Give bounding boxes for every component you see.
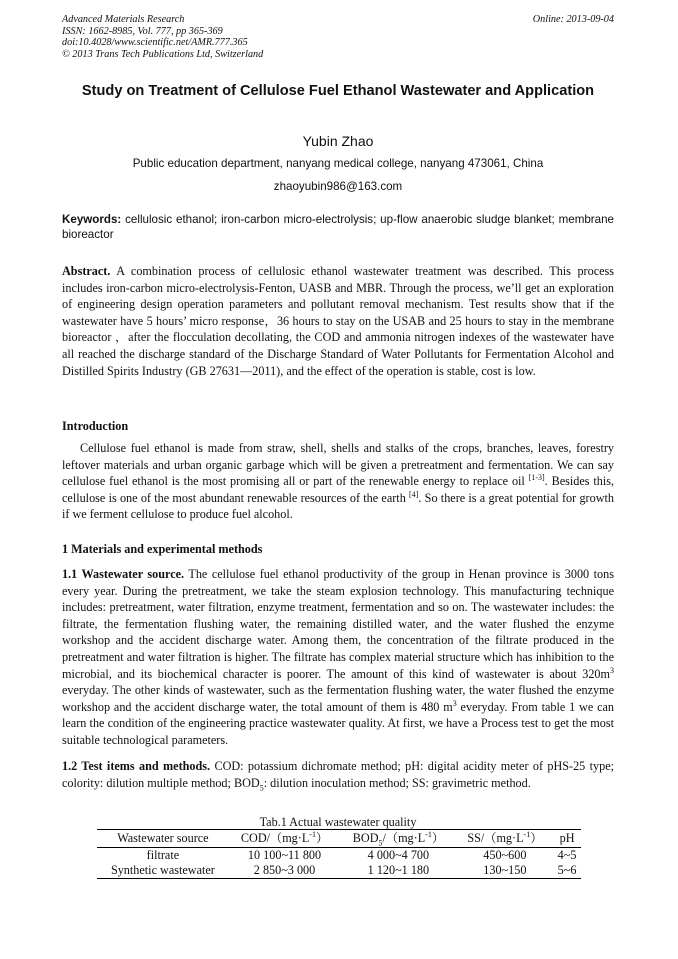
cell-bod: 4 000~4 700 [367,848,430,862]
header-ss: $SS/(mg\cdot L^{-1})$ [457,830,554,848]
abstract-text: A combination process of cellulosic ethanol wastewater treatment was described. This process includes iron-carbon micro-electrolysis-Fenton, UASB and MBR. Through the process, we’ll get an exploration of engineering design operation parameters and pollutant removal mechanism. Test results show that if the wastewater have 5 hours’ micro response，36 hours to stay on the USAB and 25 hours to stay in the membrane bioreactor ，after the flocculation decollating, the COD and ammonia nitrogen indexes of the wastewater have all reached the discharge standard of the Discharge Standard of Water Pollutants for Fermentation Alcohol and Distilled Spirits Industry (GB 27631—2011), and the effect of the operation is stable, cost is low. [62,264,614,378]
abstract-block [62,263,614,379]
author-affiliation: Public education department, nanyang medical college, nanyang 473061, China [132,157,544,170]
ws-superscript: 3 [610,665,614,675]
header-bod: $BOD_5/(mg\cdot L^{-1})$ [340,830,456,848]
citation-ref[interactable]: [4] [409,489,419,499]
ti-text-2: : dilution inoculation method; SS: gravimetric method. [263,775,531,790]
journal-name: Advanced Materials Research [62,14,185,25]
table-row [97,848,581,864]
ti-text-1: COD: potassium dichromate method; pH: digital acidity meter of pHS-25 type; colority: dilution multiple method; BOD [62,759,614,790]
cell-ss: 450~600 [483,848,527,862]
header-cod: COD/$(mg\cdot L^{-1})$ [229,830,340,848]
wastewater-source-paragraph [62,566,614,749]
test-items-label: 1.2 Test items and methods. [62,759,211,773]
cell-ph: 4~5 [557,848,577,862]
ws-text-3: everyday. From table 1 we can learn the condition of the engineering practice wastewater quality. At first, we have a Process test to get the most suitable technological parameters. [62,699,614,747]
online-date: Online: 2013-09-04 [532,14,614,25]
abstract-label: Abstract. [62,264,111,278]
issn-line: ISSN: 1662-8985, Vol. 777, pp 365-369 [62,25,223,37]
header-ph: pH [553,830,581,848]
ws-superscript: 3 [452,698,457,708]
cell-cod: 10 100~11 800 [247,848,322,862]
journal-meta [62,14,614,60]
cell-source: filtrate [146,848,180,862]
citation-ref[interactable]: [1-3] [528,473,545,483]
ws-text-1: The cellulose fuel ethanol productivity of the group in Henan province is 3000 tons every year. During the pretreatment, we take the steam explosion technology. This manufacturing technique includes: pretreatment, water filtration, enzyme treatment, fermentation and so on. The wastewater includes: the filtrate, the fermentation flushing water, the remaining distilled water, and the water flushed the enzyme workshop and the accident discharge water. Among them, the concentration of the filtrate produced in the pretreatment and water filtration is higher. The filtrate has complex material structure which has inhibition to the microbial, and its biochemical character is poorer. The amount of this kind of wastewater is about 320m [62,567,614,681]
copyright-line: © 2013 Trans Tech Publications Ltd, Switzerland [62,48,264,60]
keywords-label: Keywords: [62,213,122,226]
header-source: Wastewater source [97,830,229,848]
cell-bod: 1 120~1 180 [340,863,456,879]
author-email[interactable]: zhaoyubin986@163.com [273,180,403,193]
cell-ss: 130~150 [457,863,554,879]
table-caption: Tab.1 Actual wastewater quality [259,815,417,829]
cell-source: Synthetic wastewater [97,863,229,879]
cell-ph: 5~6 [553,863,581,879]
intro-text-2: . Besides this, cellulose is one of the most abundant renewable resources of the earth [62,474,614,505]
methods-heading: 1 Materials and experimental methods [62,542,263,556]
introduction-paragraph [62,440,614,523]
keywords-text: cellulosic ethanol; iron-carbon micro-electrolysis; up-flow anaerobic sludge blanket; membrane bioreactor [62,213,614,241]
intro-text-3: . So there is a great potential for growth if we ferment cellulose to produce fuel alcohol. [62,490,614,522]
table-row [97,863,581,879]
test-items-paragraph [62,758,614,791]
ti-subscript: 5 [259,783,264,793]
wastewater-source-label: 1.1 Wastewater source. [62,567,185,581]
intro-text-1: Cellulose fuel ethanol is made from straw, shell, shells and stalks of the crops, branches, leaves, forestry leftover materials and urban organic garbage which will be given a pretreatment and fermentation. We can say cellulose fuel ethanol is the most promising all or part of the renewable energy to replace oil [62,441,614,489]
cell-cod: 2 850~3 000 [229,863,340,879]
introduction-heading: Introduction [62,419,129,433]
keywords-block [62,212,614,242]
ws-text-2: everyday. The other kinds of wastewater, such as the fermentation flushing water, the water flushed the enzyme workshop and the accident discharge water, the total amount of them is 480 m [62,683,614,714]
paper-title: Study on Treatment of Cellulose Fuel Ethanol Wastewater and Application [81,83,595,99]
table-header-row [97,830,581,848]
author-name: Yubin Zhao [302,133,374,149]
wastewater-quality-table [97,829,581,879]
doi-line: doi:10.4028/www.scientific.net/AMR.777.365 [62,37,248,48]
